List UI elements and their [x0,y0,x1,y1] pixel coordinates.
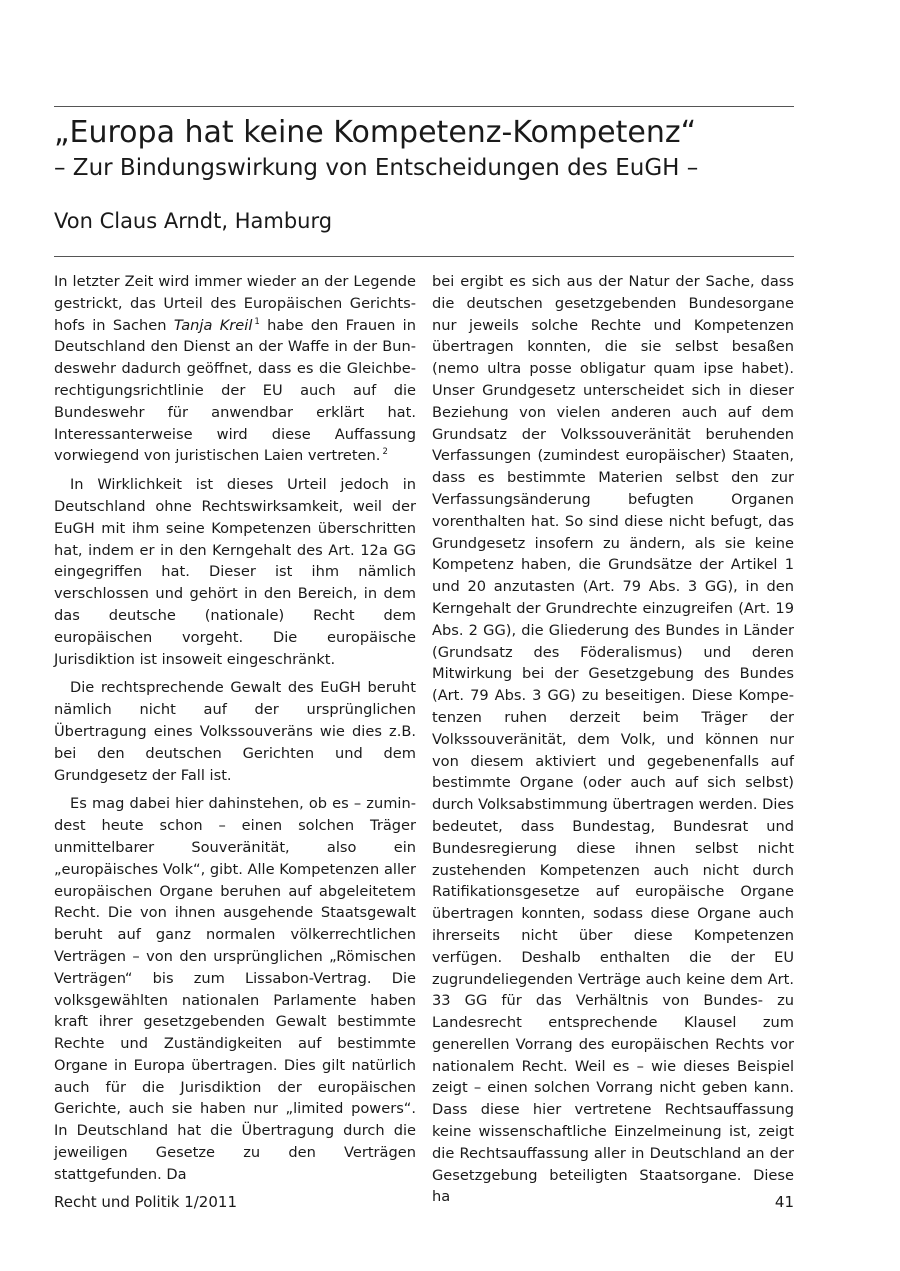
article-title: „Europa hat keine Kompetenz-Kompetenz“ [54,115,697,150]
article-author: Von Claus Arndt, Hamburg [54,209,333,233]
paragraph-3: Die rechtsprechende Gewalt des EuGH beruht nämlich nicht auf der ursprünglichen Übertragung eines Volkssouveräns wie dies z.B. bei den deutschen Gerichten und dem Grundgesetz der Fall ist. [54,679,416,784]
article-subtitle: – Zur Bindungswirkung von Entscheidungen des EuGH – [54,155,699,181]
text-column-right [432,271,794,1208]
paragraph-1 [54,271,416,467]
paragraph-1-text-b: habe den Frauen in Deutschland den Dienst an der Waffe in der Bundeswehr dadurch geöffnet, dass es die Gleichberechtigungsrichtlinie der EU auch auf die Bundeswehr für anwendbar erklärt hat. Interessanterweise wird diese Auffassung vorwiegend von juristischen Laien vertreten. [54,316,416,465]
header-rule-bottom [54,256,794,257]
case-name: Tanja Kreil [173,316,253,334]
paragraph-4-continued: bei ergibt es sich aus der Natur der Sache, dass die deutschen gesetzgebenden Bundesorgane nur jeweils solche Rechte und Kompetenzen übertragen konnten, die sie selbst besaßen (nemo ultra posse obligatur quam ipse habet). Unser Grundgesetz unterscheidet sich in dieser Beziehung von vielen anderen auch auf dem Grundsatz der Volkssouveränität beruhenden Verfassungen (zumindest europäischer) Staaten, dass es bestimmte Materien selbst den zur Verfassungsänderung befugten Organen vorenthalten hat. So sind diese nicht befugt, das Grundgesetz insofern zu ändern, als sie keine Kompetenz haben, die Grundsätze der Artikel 1 und 20 anzutasten (Art. 79 Abs. 3 GG), in den Kerngehalt der Grundrechte einzugreifen (Art. 19 Abs. 2 GG), die Gliederung des Bundes in Länder (Grundsatz des Föderalismus) und deren Mitwirkung bei der Gesetzgebung des Bundes (Art. 79 Abs. 3 GG) zu beseitigen. Diese Kompetenzen ruhen derzeit beim Träger der Volkssouveränität, dem Volk, und können nur von diesem aktiviert und gegebenenfalls auf bestimmte Organe (oder auch auf sich selbst) durch Volksabstimmung übertragen werden. Dies bedeutet, dass Bundestag, Bundesrat und Bundesregierung diese ihnen selbst nicht zustehenden Kompetenzen auch nicht durch Ratifikationsgesetze auf europäische Organe übertragen konnten, sodass diese Organe auch ihrerseits nicht über diese Kompetenzen verfügen. Deshalb enthalten die der EU zugrundeliegenden Verträge auch keine dem Art. 33 GG für das Verhältnis von Bundes- zu Landesrecht entsprechende Klausel zum generellen Vorrang des europäischen Rechts vor nationalem Recht. Weil es – wie dieses Beispiel zeigt – einen solchen Vorrang nicht geben kann. Dass diese hier vertretene Rechtsauffassung keine wissenschaftliche Einzelmeinung ist, zeigt die Rechtsauffassung aller in Deutschland an der Gesetzgebung beteiligten Staatsorgane. Diese ha [432,273,794,1206]
paragraph-1-text-a: In letzter Zeit wird immer wieder an der Legende gestrickt, das Urteil des Europäischen Gerichtshofs in Sachen [54,273,416,334]
header-rule-top [54,106,794,107]
text-column-left [54,271,416,1186]
footnote-ref-1[interactable]: 1 [254,316,260,327]
footer-journal: Recht und Politik 1/2011 [54,1193,237,1211]
paragraph-2: In Wirklichkeit ist dieses Urteil jedoch in Deutschland ohne Rechtswirksamkeit, weil der EuGH mit ihm seine Kompetenzen überschritten hat, indem er in den Kerngehalt des Art. 12a GG eingegriffen hat. Dieser ist ihm nämlich verschlossen und gehört in den Bereich, in dem das deutsche (nationale) Recht dem europäischen vorgeht. Die europäische Jurisdiktion ist insoweit eingeschränkt. [54,476,416,668]
paragraph-4: Es mag dabei hier dahinstehen, ob es – zumindest heute schon – einen solchen Träger unmittelbarer Souveränität, also ein „europäisches Volk“, gibt. Alle Kompetenzen aller europäischen Organe beruhen auf abgeleitetem Recht. Die von ihnen ausgehende Staatsgewalt beruht auf ganz normalen völkerrechtlichen Verträgen – von den ursprünglichen „Römischen Verträgen“ bis zum Lissabon-Vertrag. Die volksgewählten nationalen Parlamente haben kraft ihrer gesetzgebenden Gewalt bestimmte Rechte und Zuständigkeiten auf bestimmte Organe in Europa übertragen. Dies gilt natürlich auch für die Jurisdiktion der europäischen Gerichte, auch sie haben nur „limited powers“. In Deutschland hat die Übertragung durch die jeweiligen Gesetze zu den Verträgen stattgefunden. Da [54,795,416,1183]
footnote-ref-2[interactable]: 2 [382,447,388,458]
footer-page-number: 41 [774,1193,794,1211]
